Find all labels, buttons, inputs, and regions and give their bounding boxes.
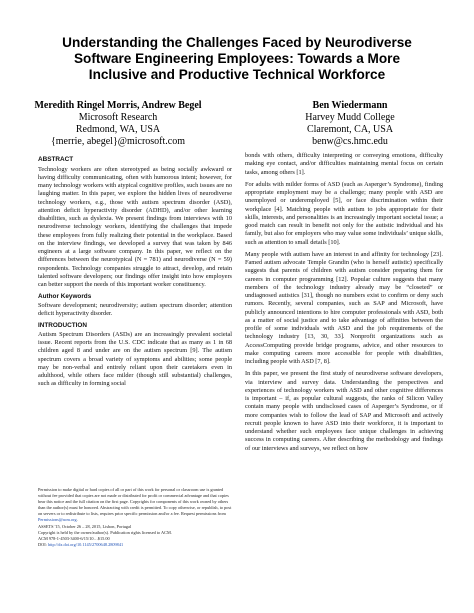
footer-rights: Copyright is held by the owner/author(s). Publication rights licensed to ACM.: [38, 529, 172, 535]
title-line-2: Software Engineering Employees: Towards a More: [73, 51, 401, 66]
paragraph: In this paper, we present the first study of neurodiverse software developers, via interview and survey data. Understanding the perspectives and experiences of technology workers with ASD and other cognitive differences is important – if, as popular cultural suggests, the ranks of Silicon Valley contain many people with undisclosed cases of Asperger’s Syndrome, or if more companies wish to follow the lead of SAP and Microsoft and actively recruit people known to have ASD into their workforce, it is important to understand whether such employees face unique challenges in achieving success in computing careers. After describing the methodology and findings of our interviews and surveys, we reflect on how: [245, 370, 443, 452]
abstract-heading: ABSTRACT: [38, 156, 74, 163]
abstract-text: Technology workers are often stereotyped as being socially awkward or having difficulty communicating, often with humorous intent; however, for many technology workers with atypical cognitive profiles, such issues are no laughing matter. In this paper, we explore the hidden lives of neurodiverse technology workers, e.g., those with autism spectrum disorder (ASD), attention deficit hyperactivity disorder (ADHD), and/or other learning disabilities, such as dyslexia. We present findings from interviews with 10 neurodiverse technology workers, identifying the challenges that impede these employees from fully realizing their potential in the workplace. Based on the interview findings, we developed a survey that was taken by 846 engineers at a large software company. In this paper, we reflect on the differences between the neurotypical (N = 781) and neurodiverse (N = 59) respondents. Technology companies struggle to attract, develop, and retain talented software developers; our findings offer insight into how employers can better support the needs of this important worker constituency.: [38, 165, 232, 288]
introduction-heading: INTRODUCTION: [38, 322, 87, 330]
author-email: benw@cs.hmc.edu: [312, 136, 388, 147]
footer-conference: ASSETS '15, October 26 – 28, 2015, Lisbon, Portugal: [38, 523, 132, 529]
paragraph: For adults with milder forms of ASD (such as Asperger’s Syndrome), finding appropriate employment may be a challenge; many people with ASD are unemployed or underemployed [5], or face discrimination within their workplace [4]. Matching people with autism to jobs appropriate for their skills, interests, and personalities is an increasingly important societal issue; a good match can result in benefit not only for the autistic individual and his family, but also for employers who may value some individuals’ unique skills, such as attention to small details [10].: [245, 180, 443, 246]
doi-link[interactable]: http://dx.doi.org/10.1145/2700648.2809841: [47, 541, 124, 547]
footer-doi-line: [38, 542, 232, 548]
title-line-3: Inclusive and Productive Technical Workforce: [88, 67, 386, 82]
author-affiliation: Harvey Mudd College: [305, 112, 395, 123]
footer-acm-number: ACM 978-1-4503-3400-6/15/10…$15.00: [38, 535, 110, 541]
copyright-footer: [38, 487, 232, 548]
author-block-left: [18, 100, 218, 148]
introduction-text: Autism Spectrum Disorders (ASDs) are an increasingly prevalent societal issue. Recent reports from the U.S. CDC indicate that as many as 1 in 68 children aged 8 and under are on the autism spectrum [9]. The autism spectrum covers a broad variety of symptoms and abilities; some people may be non-verbal and entirely reliant upon their caretakers even in adulthood, while others face milder (though still substantial) challenges, such as difficulty in forming social: [38, 330, 232, 388]
author-names: Ben Wiedermann: [312, 100, 388, 111]
author-affiliation: Microsoft Research: [78, 112, 158, 123]
footer-doi-label: DOI:: [38, 541, 47, 547]
right-column: [245, 152, 443, 453]
title-line-1: Understanding the Challenges Faced by Neurodiverse: [62, 35, 412, 50]
author-location: Claremont, CA, USA: [306, 124, 394, 135]
keywords-heading: Author Keywords: [38, 293, 92, 301]
author-location: Redmond, WA, USA: [75, 124, 161, 135]
paper-title: [24, 35, 450, 83]
left-column: [38, 155, 232, 389]
footer-copyright-text: Permission to make digital or hard copies of all or part of this work for personal or classroom use is granted without fee provided that copies are not made or distributed for profit or commercial advantage and that copies bear this notice and the full citation on the first page. Copyrights for components of this work owned by others than the author(s) must be honored. Abstracting with credit is permitted. To copy otherwise, or republish, to post on servers or to redistribute to lists, requires prior specific permission and/or a fee. Request permissions from: [38, 487, 232, 517]
author-block-right: [240, 100, 460, 148]
author-names: Meredith Ringel Morris, Andrew Begel: [34, 100, 202, 111]
author-email: {merrie, abegel}@microsoft.com: [50, 136, 186, 147]
paragraph: Many people with autism have an interest in and affinity for technology [23]. Famed autism advocate Temple Grandin (who is herself autistic) specifically suggests that parents of children with autism consider preparing them for careers in computer programming [12]. Popular culture suggests that many members of the technology industry already may be “closeted” or undiagnosed autistics [31], though no numbers exist to confirm or deny such rumors. Recently, several companies, such as SAP and Microsoft, have publicly announced intentions to hire computer professionals with ASD, both as a matter of social justice and to take advantage of affinities between the profile of some individuals with ASD and the job requirements of the technology industry [13, 30, 33]. Nonprofit organizations such as AccessComputing provide bridge programs, advice, and other resources to make computing careers more accessible for people with disabilities, including people with ASD [7, 8].: [245, 250, 443, 365]
permissions-email-link[interactable]: Permissions@acm.org: [38, 517, 77, 523]
keywords-text: Software development; neurodiversity; autism spectrum disorder; attention deficit hyperactivity disorder.: [38, 301, 232, 317]
footer-permissions: Permission to make digital or hard copies of all or part of this work for personal or classroom use is granted without fee provided that copies are not made or distributed for profit or commercial advantage and that copies bear this notice and the full citation on the first page. Copyrights for components of this work owned by others than the author(s) must be honored. Abstracting with credit is permitted. To copy otherwise, or republish, to post on servers or to redistribute to lists, requires prior specific permission and/or a fee. Request permissions from Permissions@acm.org.: [38, 487, 232, 523]
paragraph: bonds with others, difficulty interpreting or conveying emotions, difficulty making eye contact, and/or difficulties maintaining mental focus on certain tasks, among others [1].: [245, 152, 443, 176]
